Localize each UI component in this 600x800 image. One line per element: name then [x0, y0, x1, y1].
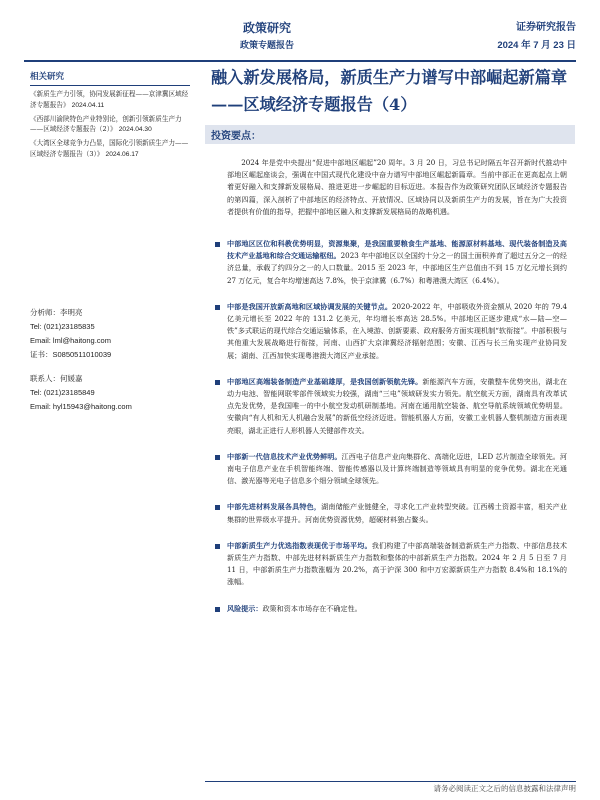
key-point: [215, 451, 567, 488]
footer-divider: [205, 781, 576, 782]
risk-warning-lead: 风险提示：: [227, 603, 263, 613]
report-type-label: 证券研究报告: [516, 22, 576, 33]
contact-name: 何媛嘉: [60, 374, 83, 383]
report-category: [212, 20, 322, 52]
intro-paragraph: 2024 年是党中央提出“促进中部地区崛起”20 周年。3 月 20 日，习总书记时隔五年召开新时代推动中部地区崛起座谈会，强调在中国式现代化建设中奋力谱写中部地区崛起新篇章。当前中部正在更高起点上朝着更好融入和支撑新发展格局、推进更进一步崛起的目标迈进。本报告作为政策研究团队区域经济专题报告的第四篇，深入剖析了中部地区的经济特点、开放情况、区域协同以及新质生产力的发展，旨在为广大投资者提供有价值的指导，把握中部地区融入和支撑新发展格局的战略机遇。: [227, 158, 567, 216]
key-point-body: 2020-2022 年，中部吸收外资金额从 2020 年的 79.4 亿美元增长至 2022 年的 131.2 亿美元，年均增长率高达 28.5%。中部地区正逐步建成“水—陆—空—铁”多式联运的现代综合交通运输体系，在入境游、创新要素、政府服务方面实现机制“软衔接”。中部积极与其他重大发展战略进行衔接，河南、山西扩大京津冀经济辐射范围；安徽、江西与长三角实现产业协同发展；湖南、江西加快实现粤港澳大湾区产业承接。: [227, 301, 568, 360]
key-point-lead: 中部是我国开放新高地和区域协调发展的关键节点。: [227, 301, 393, 311]
key-point: [215, 540, 567, 589]
key-point-lead: 中部地区区位和科教优势明显，资源集聚，是我国重要粮食生产基地、能源原材料基地、现代装备制造及高技术产业基地和综合交通运输枢纽。: [227, 239, 567, 261]
key-point: [215, 501, 567, 525]
contact-name-row: [30, 372, 190, 386]
related-heading: 相关研究: [30, 72, 65, 82]
related-report-title: 《新质生产力引领，协同发展新征程——京津冀区域经济专题报告》: [30, 90, 189, 109]
related-report-date: 2024.04.11: [71, 101, 105, 109]
bullet-square-icon: [215, 305, 220, 310]
report-title: 融入新发展格局，新质生产力谱写中部崛起新篇章——区域经济专题报告（4）: [211, 68, 568, 114]
main-content: [205, 62, 575, 629]
key-point-body: 我们构建了中部高端装备制造新质生产力指数、中部信息技术新质生产力指数、中部先进材料新质生产力指数和整体的中部新质生产力指数。2024 年 2 月 5 日至 7 月 11 日，中部新质生产力指数涨幅为 20.2%，高于沪深 300 和中万宏源新质生产力指数 8.4%和 18.1%的涨幅。: [227, 540, 568, 587]
key-point-body: 新能源汽车方面，安徽整车优势突出，湖北在动力电池、智能网联零部件领域实力较强，湖南“三电”领域研发实力领先。航空航天方面，湖南具有改革试点先发优势，是我国唯一的中小航空发动机研制基地。河南在通用航空装备、航空导航系统领域优势明显。安徽向“有人机和无人机融合发展”的新低空经济迈进。智能机器人方面，安徽工业机器人整机制造方面表现亮眼，湖北正进行人形机器人关键部件攻关。: [227, 376, 568, 435]
related-report-title: 《西部川渝陕特色产业特别论，创新引领新质生产力——区域经济专题报告（2）》: [30, 114, 182, 134]
bullet-square-icon: [215, 455, 220, 460]
sidebar: [30, 70, 190, 163]
risk-warning-body: 政策和资本市场存在不确定性。: [262, 603, 362, 613]
related-report[interactable]: [30, 114, 190, 137]
key-point-body: 2023 年中部地区以全国约十分之一的国土面积养育了超过五分之一的经济总量，承载了约四分之一的人口数量。2015 至 2023 年，中部地区生产总值由不到 15 万亿元增长到约 27 万亿元，复合年均增速高达 7.8%，快于京津冀（6.7%）和粤港澳大湾区（6.4%）。: [227, 251, 567, 285]
related-report-date: 2024.04.30: [118, 126, 152, 134]
analyst-block: [30, 306, 190, 362]
key-point-lead: 中部新质生产力优选指数表现优于市场平均。: [227, 540, 372, 550]
contact-block: [30, 372, 190, 414]
bullet-square-icon: [215, 505, 220, 510]
contact-email[interactable]: Email: hyl15943@haitong.com: [30, 402, 132, 411]
footer-disclaimer: 请务必阅读正文之后的信息披露和法律声明: [433, 784, 576, 793]
key-point: [215, 376, 567, 437]
related-divider: [30, 85, 190, 86]
key-point-lead: 中部新一代信息技术产业优势鲜明。: [227, 451, 342, 461]
report-date: 2024 年 7 月 23 日: [497, 40, 576, 51]
related-report[interactable]: [30, 138, 190, 161]
section-heading: 投资要点：: [211, 131, 261, 142]
report-meta: [497, 20, 576, 52]
key-point-lead: 中部先进材料发展各具特色，: [227, 502, 322, 512]
analyst-cert: 证书：S0850511010039: [30, 350, 112, 359]
risk-warning: [215, 603, 567, 615]
key-point-body: 湖南储能产业链健全，寻求化工产业转型突破。江西稀土资源丰富，相关产业集群的世界级水平提升。河南优势资源优势，超硬材料独占鳌头。: [227, 502, 568, 524]
related-report-date: 2024.06.17: [105, 150, 139, 158]
analyst-tel: Tel: (021)23185835: [30, 322, 95, 331]
bullet-square-icon: [215, 380, 220, 385]
analyst-label: 分析师：: [30, 308, 60, 317]
key-point-body: 江西电子信息产业向集群化、高端化迈进，LED 芯片制造全球领先。河南电子信息产业在手机智能终端、智能传感器以及计算终端制造等领域具有明显的竞争优势。湖北在光通信、激光器等光电子信息多个细分领域全球领先。: [227, 451, 567, 486]
key-point: [215, 238, 567, 287]
contact-label: 联系人：: [30, 374, 60, 383]
analyst-name: 李明亮: [60, 308, 83, 317]
key-point: [215, 301, 567, 362]
sub-category-label: 政策专题报告: [239, 41, 294, 51]
key-points-list: [215, 238, 567, 615]
category-label: 政策研究: [242, 21, 291, 35]
contact-tel: Tel: (021)23185849: [30, 388, 95, 397]
bullet-square-icon: [215, 544, 220, 549]
related-report-title: 《大湾区全球竞争力凸显，国际化引领新质生产力——区域经济专题报告（3）》: [30, 139, 189, 158]
analyst-name-row: [30, 306, 190, 320]
related-report[interactable]: [30, 89, 190, 112]
key-point-lead: 中部地区高端装备制造产业基础雄厚，是我国创新领航先锋。: [227, 376, 423, 386]
analyst-email[interactable]: Email: lml@haitong.com: [30, 336, 111, 345]
section-heading-bar: [205, 125, 575, 144]
bullet-square-icon: [215, 607, 220, 612]
bullet-square-icon: [215, 242, 220, 247]
